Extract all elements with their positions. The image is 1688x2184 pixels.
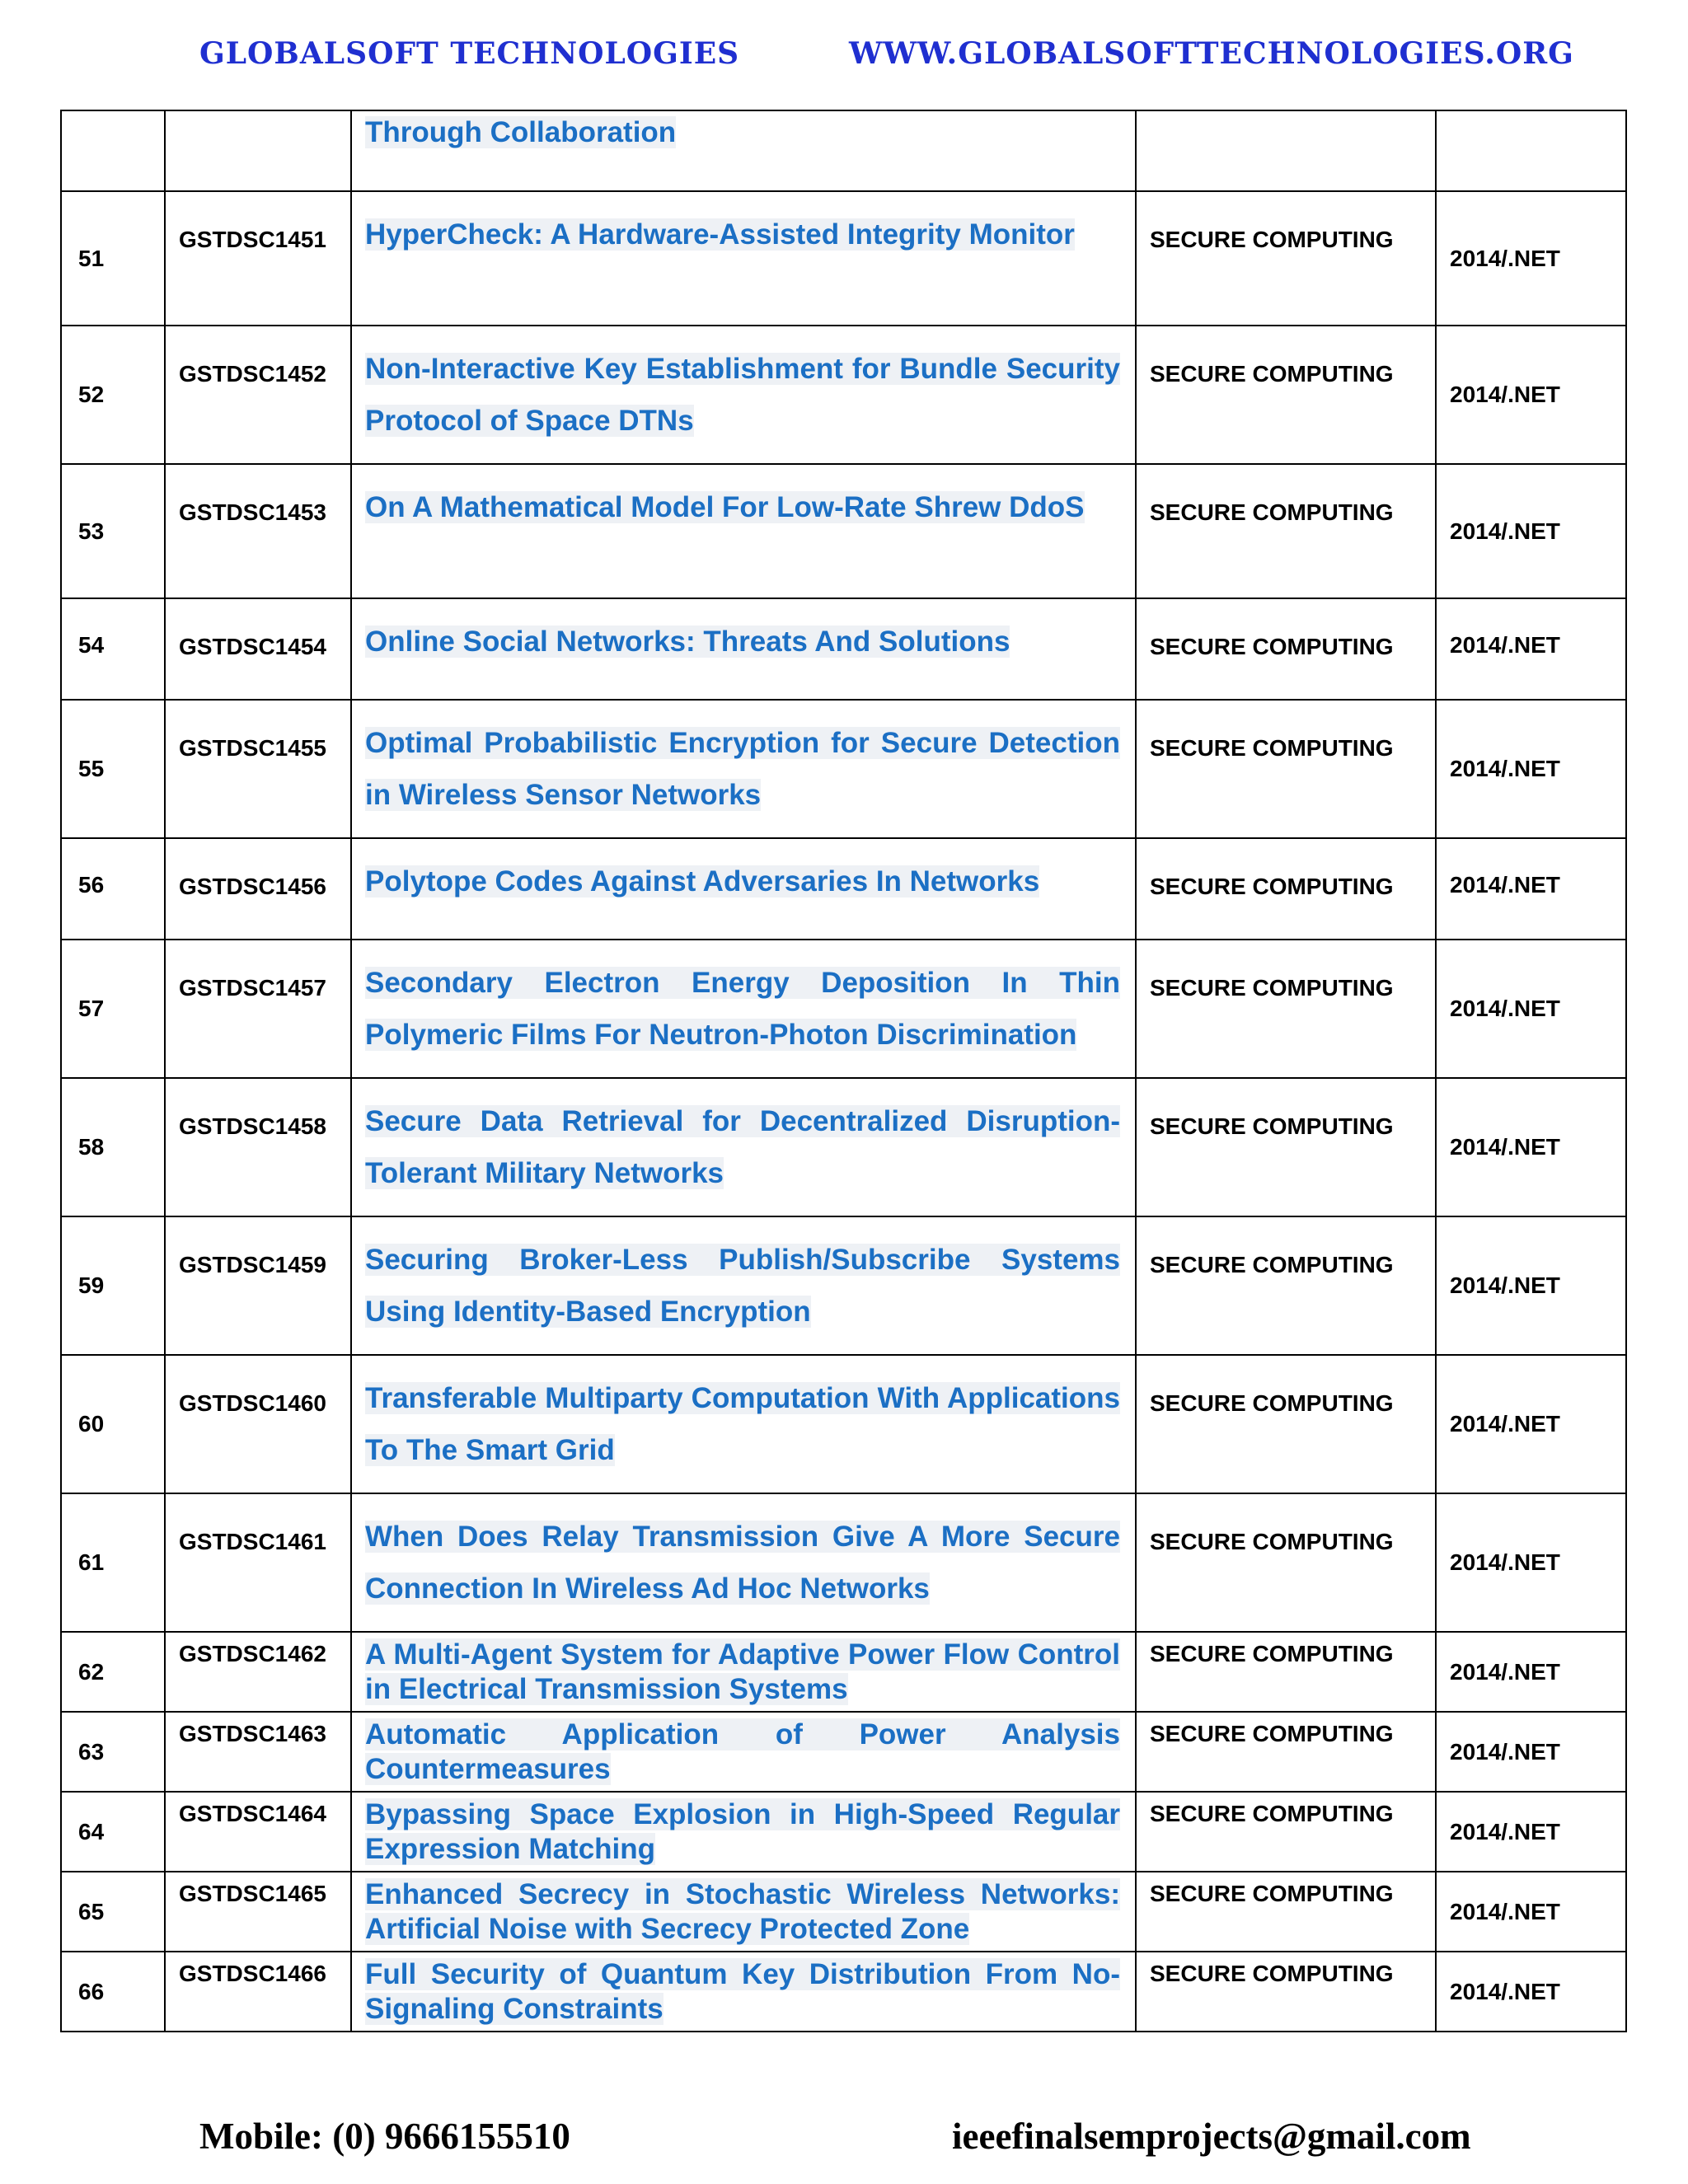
project-year: 2014/.NET [1450,245,1560,271]
table-row-continued [61,110,1626,191]
title-cell [351,1632,1136,1712]
project-code: GSTDSC1462 [179,1641,326,1666]
title-cell [351,1712,1136,1792]
domain-cell [1136,1632,1436,1712]
project-year: 2014/.NET [1450,518,1560,544]
table-row [61,326,1626,464]
project-year: 2014/.NET [1450,1818,1560,1844]
project-domain: SECURE COMPUTING [1150,1390,1394,1416]
year-cell [1436,1712,1626,1792]
sno-cell [61,1216,165,1355]
year-cell [1436,326,1626,464]
project-number: 55 [78,756,105,781]
project-number: 63 [78,1738,105,1765]
code-cell [165,1632,351,1712]
project-year: 2014/.NET [1450,756,1560,781]
project-title[interactable]: Online Social Networks: Threats And Solutions [365,626,1010,658]
sno-cell [61,700,165,838]
sno-cell [61,1632,165,1712]
domain-cell [1136,598,1436,700]
sno-cell [61,1355,165,1493]
code-cell [165,464,351,598]
table-row [61,1872,1626,1952]
project-domain: SECURE COMPUTING [1150,1252,1394,1277]
domain-cell [1136,940,1436,1078]
year-cell [1436,1632,1626,1712]
sno-cell [61,326,165,464]
code-cell [165,940,351,1078]
project-year: 2014/.NET [1450,1658,1560,1685]
title-cell [351,940,1136,1078]
domain-cell [1136,1355,1436,1493]
project-code: GSTDSC1457 [179,975,326,1001]
project-year: 2014/.NET [1450,872,1560,898]
project-number: 54 [78,632,105,658]
code-cell [165,1952,351,2032]
project-number: 51 [78,245,105,271]
sno-cell [61,1712,165,1792]
year-cell [1436,1216,1626,1355]
project-code: GSTDSC1466 [179,1961,326,1986]
sno-cell [61,464,165,598]
title-cell [351,464,1136,598]
project-year: 2014/.NET [1450,996,1560,1021]
project-title[interactable]: Through Collaboration [365,116,677,148]
sno-cell [61,940,165,1078]
project-number: 59 [78,1272,105,1298]
sno-cell [61,1872,165,1952]
page-header [0,36,1688,77]
project-title[interactable]: Full Security of Quantum Key Distribution From No-Signaling Constraints [365,1958,1120,2025]
project-number: 61 [78,1549,105,1575]
project-domain: SECURE COMPUTING [1150,1721,1394,1746]
project-number: 53 [78,518,105,544]
project-code: GSTDSC1460 [179,1390,326,1416]
code-cell [165,110,351,191]
title-cell [351,191,1136,326]
project-number: 60 [78,1411,105,1436]
title-cell [351,110,1136,191]
table-row [61,191,1626,326]
project-year: 2014/.NET [1450,1272,1560,1298]
company-name: GLOBALSOFT TECHNOLOGIES [199,36,740,71]
code-cell [165,1493,351,1632]
title-cell [351,1952,1136,2032]
project-title[interactable]: HyperCheck: A Hardware-Assisted Integrity Monitor [365,218,1075,251]
project-number: 58 [78,1134,105,1160]
project-code: GSTDSC1461 [179,1529,326,1554]
project-number: 57 [78,996,105,1021]
project-year: 2014/.NET [1450,1549,1560,1575]
year-cell [1436,464,1626,598]
project-number: 56 [78,872,105,898]
table-row [61,940,1626,1078]
mobile-number: Mobile: (0) 9666155510 [199,2116,570,2157]
table-row [61,1952,1626,2032]
table-row [61,700,1626,838]
title-cell [351,1355,1136,1493]
project-title[interactable]: Securing Broker-Less Publish/Subscribe Systems Using Identity-Based Encryption [365,1244,1120,1328]
project-number: 65 [78,1898,105,1924]
table-row [61,1632,1626,1712]
project-year: 2014/.NET [1450,1411,1560,1436]
table-row [61,838,1626,940]
project-domain: SECURE COMPUTING [1150,1641,1394,1666]
project-code: GSTDSC1463 [179,1721,326,1746]
title-cell [351,700,1136,838]
project-code: GSTDSC1451 [179,227,326,252]
project-code: GSTDSC1456 [179,874,326,899]
project-code: GSTDSC1453 [179,499,326,525]
year-cell [1436,191,1626,326]
table-row [61,1078,1626,1216]
year-cell [1436,1078,1626,1216]
year-cell [1436,110,1626,191]
sno-cell [61,838,165,940]
table-row [61,1712,1626,1792]
sno-cell [61,598,165,700]
project-year: 2014/.NET [1450,1134,1560,1160]
project-title[interactable]: A Multi-Agent System for Adaptive Power Flow Control in Electrical Transmission Systems [365,1638,1120,1705]
project-domain: SECURE COMPUTING [1150,874,1394,899]
sno-cell [61,1952,165,2032]
year-cell [1436,838,1626,940]
code-cell [165,1712,351,1792]
project-domain: SECURE COMPUTING [1150,499,1394,525]
project-code: GSTDSC1454 [179,634,326,659]
company-website[interactable]: WWW.GLOBALSOFTTECHNOLOGIES.ORG [849,36,1574,71]
domain-cell [1136,1493,1436,1632]
code-cell [165,700,351,838]
year-cell [1436,700,1626,838]
year-cell [1436,1872,1626,1952]
project-domain: SECURE COMPUTING [1150,1113,1394,1139]
project-code: GSTDSC1465 [179,1881,326,1906]
code-cell [165,838,351,940]
project-title[interactable]: Enhanced Secrecy in Stochastic Wireless Networks: Artificial Noise with Secrecy Protected Zone [365,1878,1120,1945]
project-title[interactable]: Optimal Probabilistic Encryption for Secure Detection in Wireless Sensor Networks [365,727,1120,811]
code-cell [165,326,351,464]
project-number: 64 [78,1818,105,1844]
sno-cell [61,1792,165,1872]
title-cell [351,1792,1136,1872]
table-row [61,464,1626,598]
domain-cell [1136,1952,1436,2032]
year-cell [1436,1355,1626,1493]
year-cell [1436,940,1626,1078]
domain-cell [1136,1872,1436,1952]
domain-cell [1136,464,1436,598]
project-title[interactable]: Secure Data Retrieval for Decentralized Disruption-Tolerant Military Networks [365,1105,1120,1189]
year-cell [1436,1952,1626,2032]
domain-cell [1136,1712,1436,1792]
project-domain: SECURE COMPUTING [1150,735,1394,761]
domain-cell [1136,326,1436,464]
project-domain: SECURE COMPUTING [1150,975,1394,1001]
title-cell [351,1078,1136,1216]
code-cell [165,1078,351,1216]
domain-cell [1136,1216,1436,1355]
project-year: 2014/.NET [1450,1738,1560,1765]
code-cell [165,191,351,326]
sno-cell [61,1493,165,1632]
project-title[interactable]: When Does Relay Transmission Give A More Secure Connection In Wireless Ad Hoc Networks [365,1521,1120,1605]
project-number: 62 [78,1658,105,1685]
project-domain: SECURE COMPUTING [1150,361,1394,387]
project-title[interactable]: Transferable Multiparty Computation With Applications To The Smart Grid [365,1382,1120,1466]
project-domain: SECURE COMPUTING [1150,1961,1394,1986]
table-row [61,1355,1626,1493]
code-cell [165,598,351,700]
year-cell [1436,1792,1626,1872]
table-row [61,1216,1626,1355]
project-title[interactable]: Automatic Application of Power Analysis Countermeasures [365,1718,1120,1785]
project-year: 2014/.NET [1450,1978,1560,2004]
project-domain: SECURE COMPUTING [1150,634,1394,659]
project-code: GSTDSC1458 [179,1113,326,1139]
title-cell [351,1493,1136,1632]
project-title[interactable]: Secondary Electron Energy Deposition In Thin Polymeric Films For Neutron-Photon Discrimination [365,967,1120,1051]
project-domain: SECURE COMPUTING [1150,1801,1394,1826]
sno-cell [61,1078,165,1216]
domain-cell [1136,700,1436,838]
sno-cell [61,191,165,326]
table-row [61,1493,1626,1632]
domain-cell [1136,838,1436,940]
project-domain: SECURE COMPUTING [1150,1881,1394,1906]
project-title[interactable]: On A Mathematical Model For Low-Rate Shrew DdoS [365,491,1085,523]
project-number: 52 [78,382,105,407]
title-cell [351,838,1136,940]
project-title[interactable]: Non-Interactive Key Establishment for Bundle Security Protocol of Space DTNs [365,353,1120,437]
year-cell [1436,1493,1626,1632]
code-cell [165,1216,351,1355]
projects-table [60,110,1627,2032]
table-row [61,598,1626,700]
project-code: GSTDSC1464 [179,1801,326,1826]
project-number: 66 [78,1978,105,2004]
title-cell [351,598,1136,700]
project-domain: SECURE COMPUTING [1150,227,1394,252]
year-cell [1436,598,1626,700]
contact-email[interactable]: ieeefinalsemprojects@gmail.com [952,2116,1471,2157]
project-code: GSTDSC1452 [179,361,326,387]
table-row [61,1792,1626,1872]
code-cell [165,1355,351,1493]
project-code: GSTDSC1459 [179,1252,326,1277]
sno-cell [61,110,165,191]
title-cell [351,1872,1136,1952]
page-footer [0,2115,1688,2164]
title-cell [351,326,1136,464]
project-year: 2014/.NET [1450,632,1560,658]
domain-cell [1136,1792,1436,1872]
project-domain: SECURE COMPUTING [1150,1529,1394,1554]
domain-cell [1136,191,1436,326]
code-cell [165,1792,351,1872]
domain-cell [1136,1078,1436,1216]
project-title[interactable]: Bypassing Space Explosion in High-Speed Regular Expression Matching [365,1798,1120,1865]
domain-cell [1136,110,1436,191]
project-code: GSTDSC1455 [179,735,326,761]
project-year: 2014/.NET [1450,1898,1560,1924]
title-cell [351,1216,1136,1355]
project-year: 2014/.NET [1450,382,1560,407]
project-title[interactable]: Polytope Codes Against Adversaries In Networks [365,865,1040,898]
code-cell [165,1872,351,1952]
